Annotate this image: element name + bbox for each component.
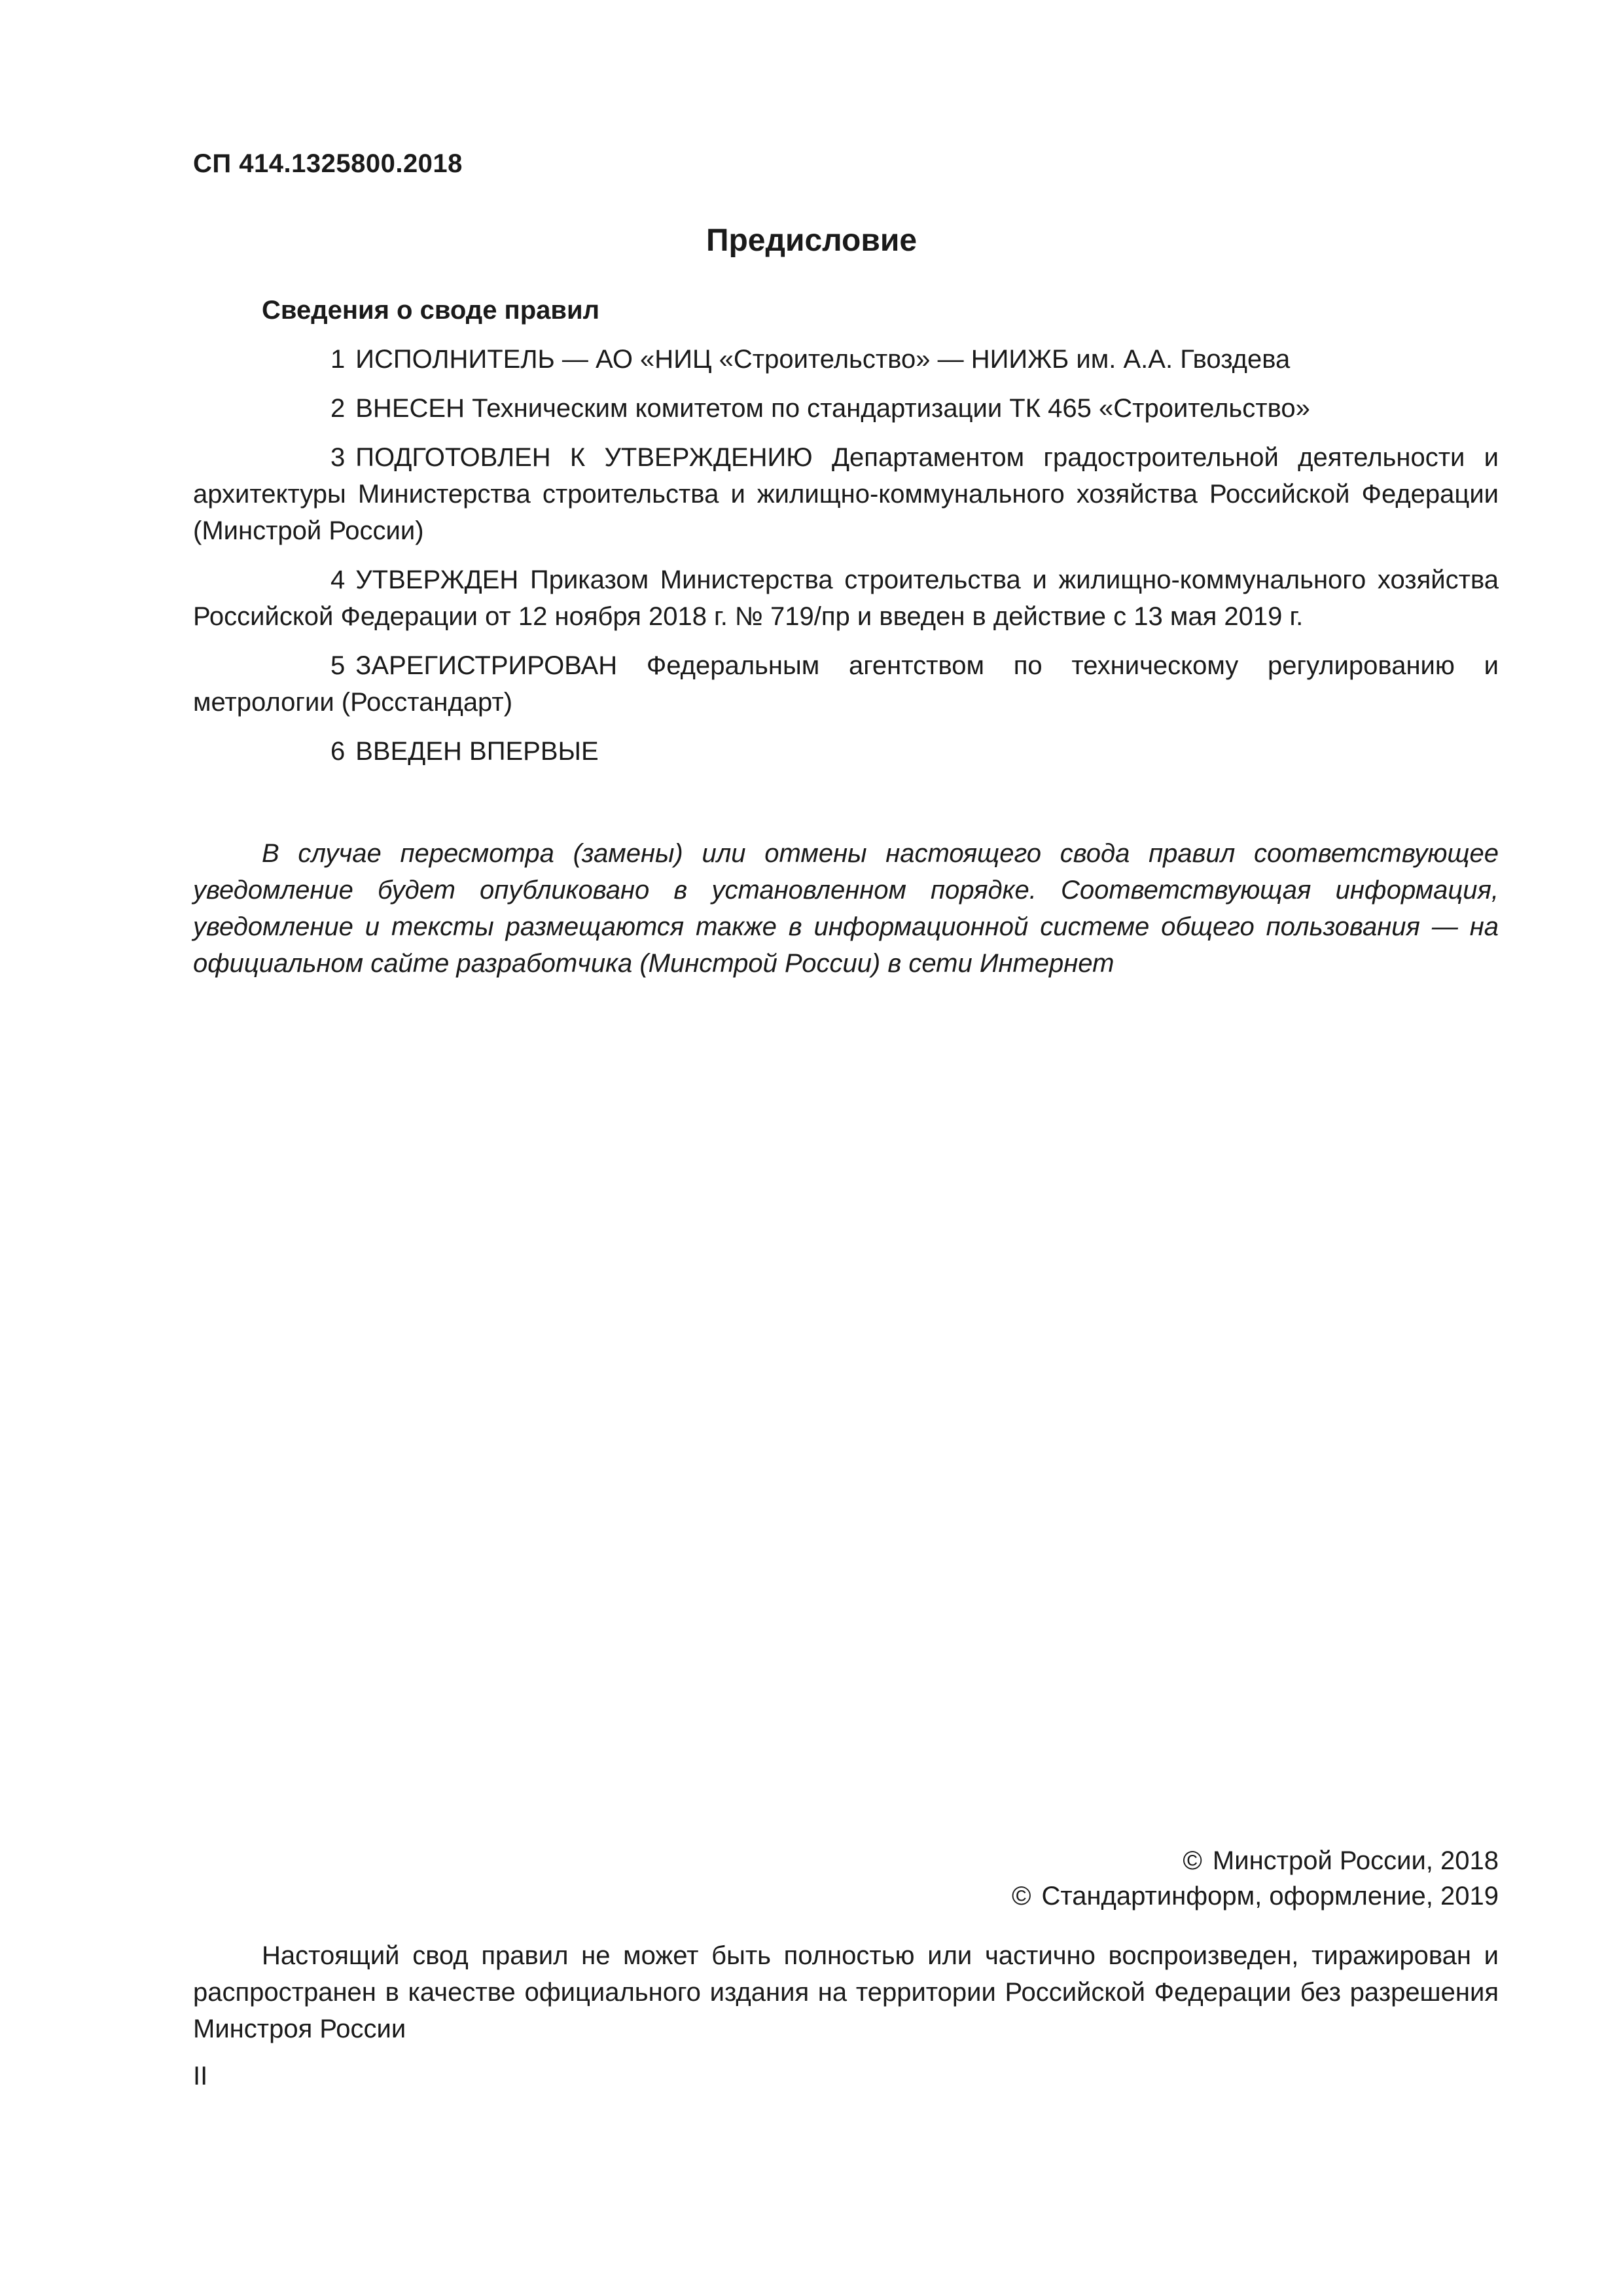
item-number: 1: [330, 345, 346, 374]
foreword-item-1: [193, 341, 1499, 378]
section-heading: Сведения о своде правил: [262, 296, 599, 325]
copyright-block: [1012, 1843, 1499, 1914]
item-text: ЗАРЕГИСТРИРОВАН Федеральным агентством по техническому регулированию и метрологии (Росстандарт): [193, 651, 1499, 717]
foreword-item-6: [193, 733, 1499, 770]
page-title: Предисловие: [705, 223, 918, 258]
item-text: ВВЕДЕН ВПЕРВЫЕ: [355, 737, 599, 766]
item-text: ИСПОЛНИТЕЛЬ — АО «НИЦ «Строительство» — НИИЖБ им. А.А. Гвоздева: [355, 345, 1291, 374]
foreword-item-2: [193, 390, 1499, 427]
copyright-icon: ©: [1183, 1846, 1202, 1875]
item-number: 4: [330, 565, 346, 594]
page-number: II: [193, 2062, 208, 2090]
item-number: 6: [330, 737, 346, 766]
copyright-text: Стандартинформ, оформление, 2019: [1041, 1882, 1499, 1910]
foreword-item-5: [193, 647, 1499, 721]
item-number: 3: [330, 443, 346, 472]
item-text: УТВЕРЖДЕН Приказом Министерства строительства и жилищно-коммунального хозяйства Российской Федерации от 12 ноября 2018 г. № 719/пр и введен в действие с 13 мая 2019 г.: [193, 565, 1499, 631]
copyright-line: [1012, 1878, 1499, 1914]
item-text: ПОДГОТОВЛЕН К УТВЕРЖДЕНИЮ Департаментом градостроительной деятельности и архитектуры Министерства строительства и жилищно-коммунального хозяйства Российской Федерации (Минстрой России): [193, 443, 1499, 545]
foreword-item-4: [193, 562, 1499, 635]
copyright-icon: ©: [1011, 1882, 1031, 1910]
foreword-item-3: [193, 439, 1499, 549]
item-text: ВНЕСЕН Техническим комитетом по стандартизации ТК 465 «Строительство»: [355, 394, 1310, 423]
revision-notice: В случае пересмотра (замены) или отмены настоящего свода правил соответствующее уведомление будет опубликовано в установленном порядке. Соответствующая информация, уведомление и тексты размещаются также в информационной системе общего пользования — на официальном сайте разработчика (Минстрой России) в сети Интернет: [193, 839, 1499, 978]
item-number: 2: [330, 394, 346, 423]
document-code: СП 414.1325800.2018: [193, 149, 463, 178]
item-number: 5: [330, 651, 346, 680]
copyright-text: Минстрой России, 2018: [1212, 1846, 1499, 1875]
foreword-content: [193, 292, 1499, 782]
copyright-line: [1012, 1843, 1499, 1878]
legal-notice: Настоящий свод правил не может быть полностью или частично воспроизведен, тиражирован и распространен в качестве официального издания на территории Российской Федерации без разрешения Минстроя России: [193, 1941, 1499, 2043]
